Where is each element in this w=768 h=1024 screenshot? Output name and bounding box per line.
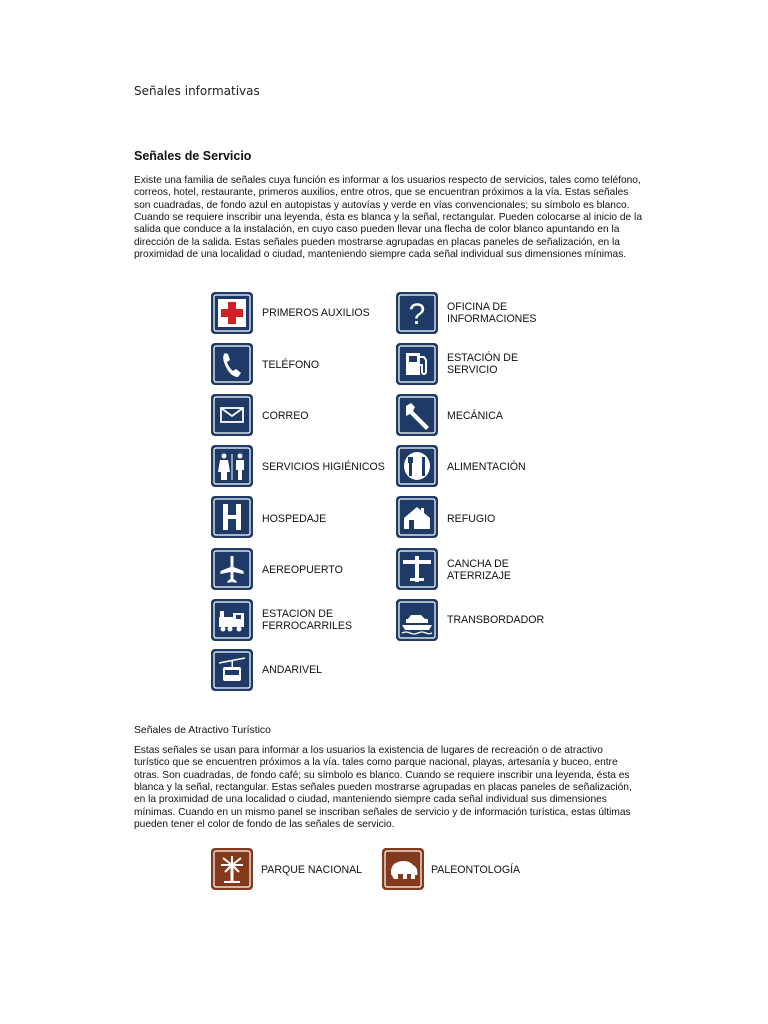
sign-label-servicios-higienicos: SERVICIOS HIGIÉNICOS [262, 461, 385, 473]
sign-label-aereopuerto: AEREOPUERTO [262, 564, 343, 576]
ferry-icon [396, 599, 438, 641]
sign-label-hospedaje: HOSPEDAJE [262, 513, 327, 525]
small-plane-icon [396, 548, 438, 590]
train-icon [211, 599, 253, 641]
sign-label-mecanica: MECÁNICA [447, 410, 503, 422]
sign-label-telefono: TELÉFONO [262, 359, 320, 371]
palm-tree-icon [211, 848, 253, 890]
sign-label-transbordador: TRANSBORDADOR [447, 614, 545, 626]
sign-label-refugio: REFUGIO [447, 513, 496, 525]
telephone-icon [211, 343, 253, 385]
sign-label-estacion-ferrocarriles: ESTACION DE FERROCARRILES [262, 608, 353, 633]
sign-label-primeros-auxilios: PRIMEROS AUXILIOS [262, 307, 370, 319]
cutlery-icon [396, 445, 438, 487]
cable-car-icon [211, 649, 253, 691]
wrench-icon [396, 394, 438, 436]
sign-label-andarivel: ANDARIVEL [262, 664, 323, 676]
service-section-heading: Señales de Servicio [134, 149, 252, 163]
sign-label-oficina-informaciones: OFICINA DE INFORMACIONES [447, 301, 537, 326]
sign-label-alimentacion: ALIMENTACIÓN [447, 461, 526, 473]
mammoth-icon [382, 848, 424, 890]
sign-label-parque-nacional: PARQUE NACIONAL [261, 864, 363, 876]
hotel-h-icon [211, 496, 253, 538]
airplane-icon [211, 548, 253, 590]
sign-label-paleontologia: PALEONTOLOGÍA [431, 864, 521, 876]
question-mark-icon [396, 292, 438, 334]
document-title: Señales informativas [134, 84, 260, 98]
envelope-icon [211, 394, 253, 436]
fuel-pump-icon [396, 343, 438, 385]
tourism-section-heading: Señales de Atractivo Turístico [134, 725, 271, 736]
sign-label-estacion-servicio: ESTACIÓN DE SERVICIO [447, 352, 519, 377]
sign-label-cancha-aterrizaje: CANCHA DE ATERRIZAJE [447, 558, 511, 583]
svg-text:?: ? [408, 298, 426, 331]
service-section-body: Existe una familia de señales cuya función es informar a los usuarios respecto de servicios, tales como teléfono, correos, hotel, restaurante, primeros auxilios, entre otros, que se encuentran próximos a la vía. Estas señales son cuadradas, de fondo azul en autopistas y autovías y verde en vías convencionales; su símbolo es blanco. Cuando se requiere inscribir una leyenda, ésta es blanca y la señal, rectangular. Pueden colocarse al inicio de la salida que conduce a la instalación, en cuyo caso pueden llevar una flecha de color blanco apuntando en la dirección de la salida. Estas señales pueden mostrarse agrupadas en placas paneles de señalización, en la proximidad de una localidad o ciudad, manteniendo siempre cada señal individual sus dimensiones mínimas. [134, 175, 642, 261]
house-icon [396, 496, 438, 538]
restroom-icon [211, 445, 253, 487]
first-aid-cross-icon [211, 292, 253, 334]
tourism-section-body: Estas señales se usan para informar a los usuarios la existencia de lugares de recreación o de atractivo turístico que se encuentren próximos a la vía. tales como parque nacional, playas, artesanía y buceo, entre otras. Son cuadradas, de fondo café; su símbolo es blanco. Cuando se requiere inscribir una leyenda, ésta es blanca y la señal, rectangular. Estas señales pueden mostrarse agrupadas en placas paneles de señalización, en la proximidad de una localidad o ciudad, manteniendo siempre cada señal individual sus dimensiones mínimas. Cuando en un mismo panel se inscriban señales de servicio y de información turística, estas últimas pueden tener el color de fondo de las señales de servicio. [134, 745, 632, 831]
sign-label-correo: CORREO [262, 410, 309, 422]
